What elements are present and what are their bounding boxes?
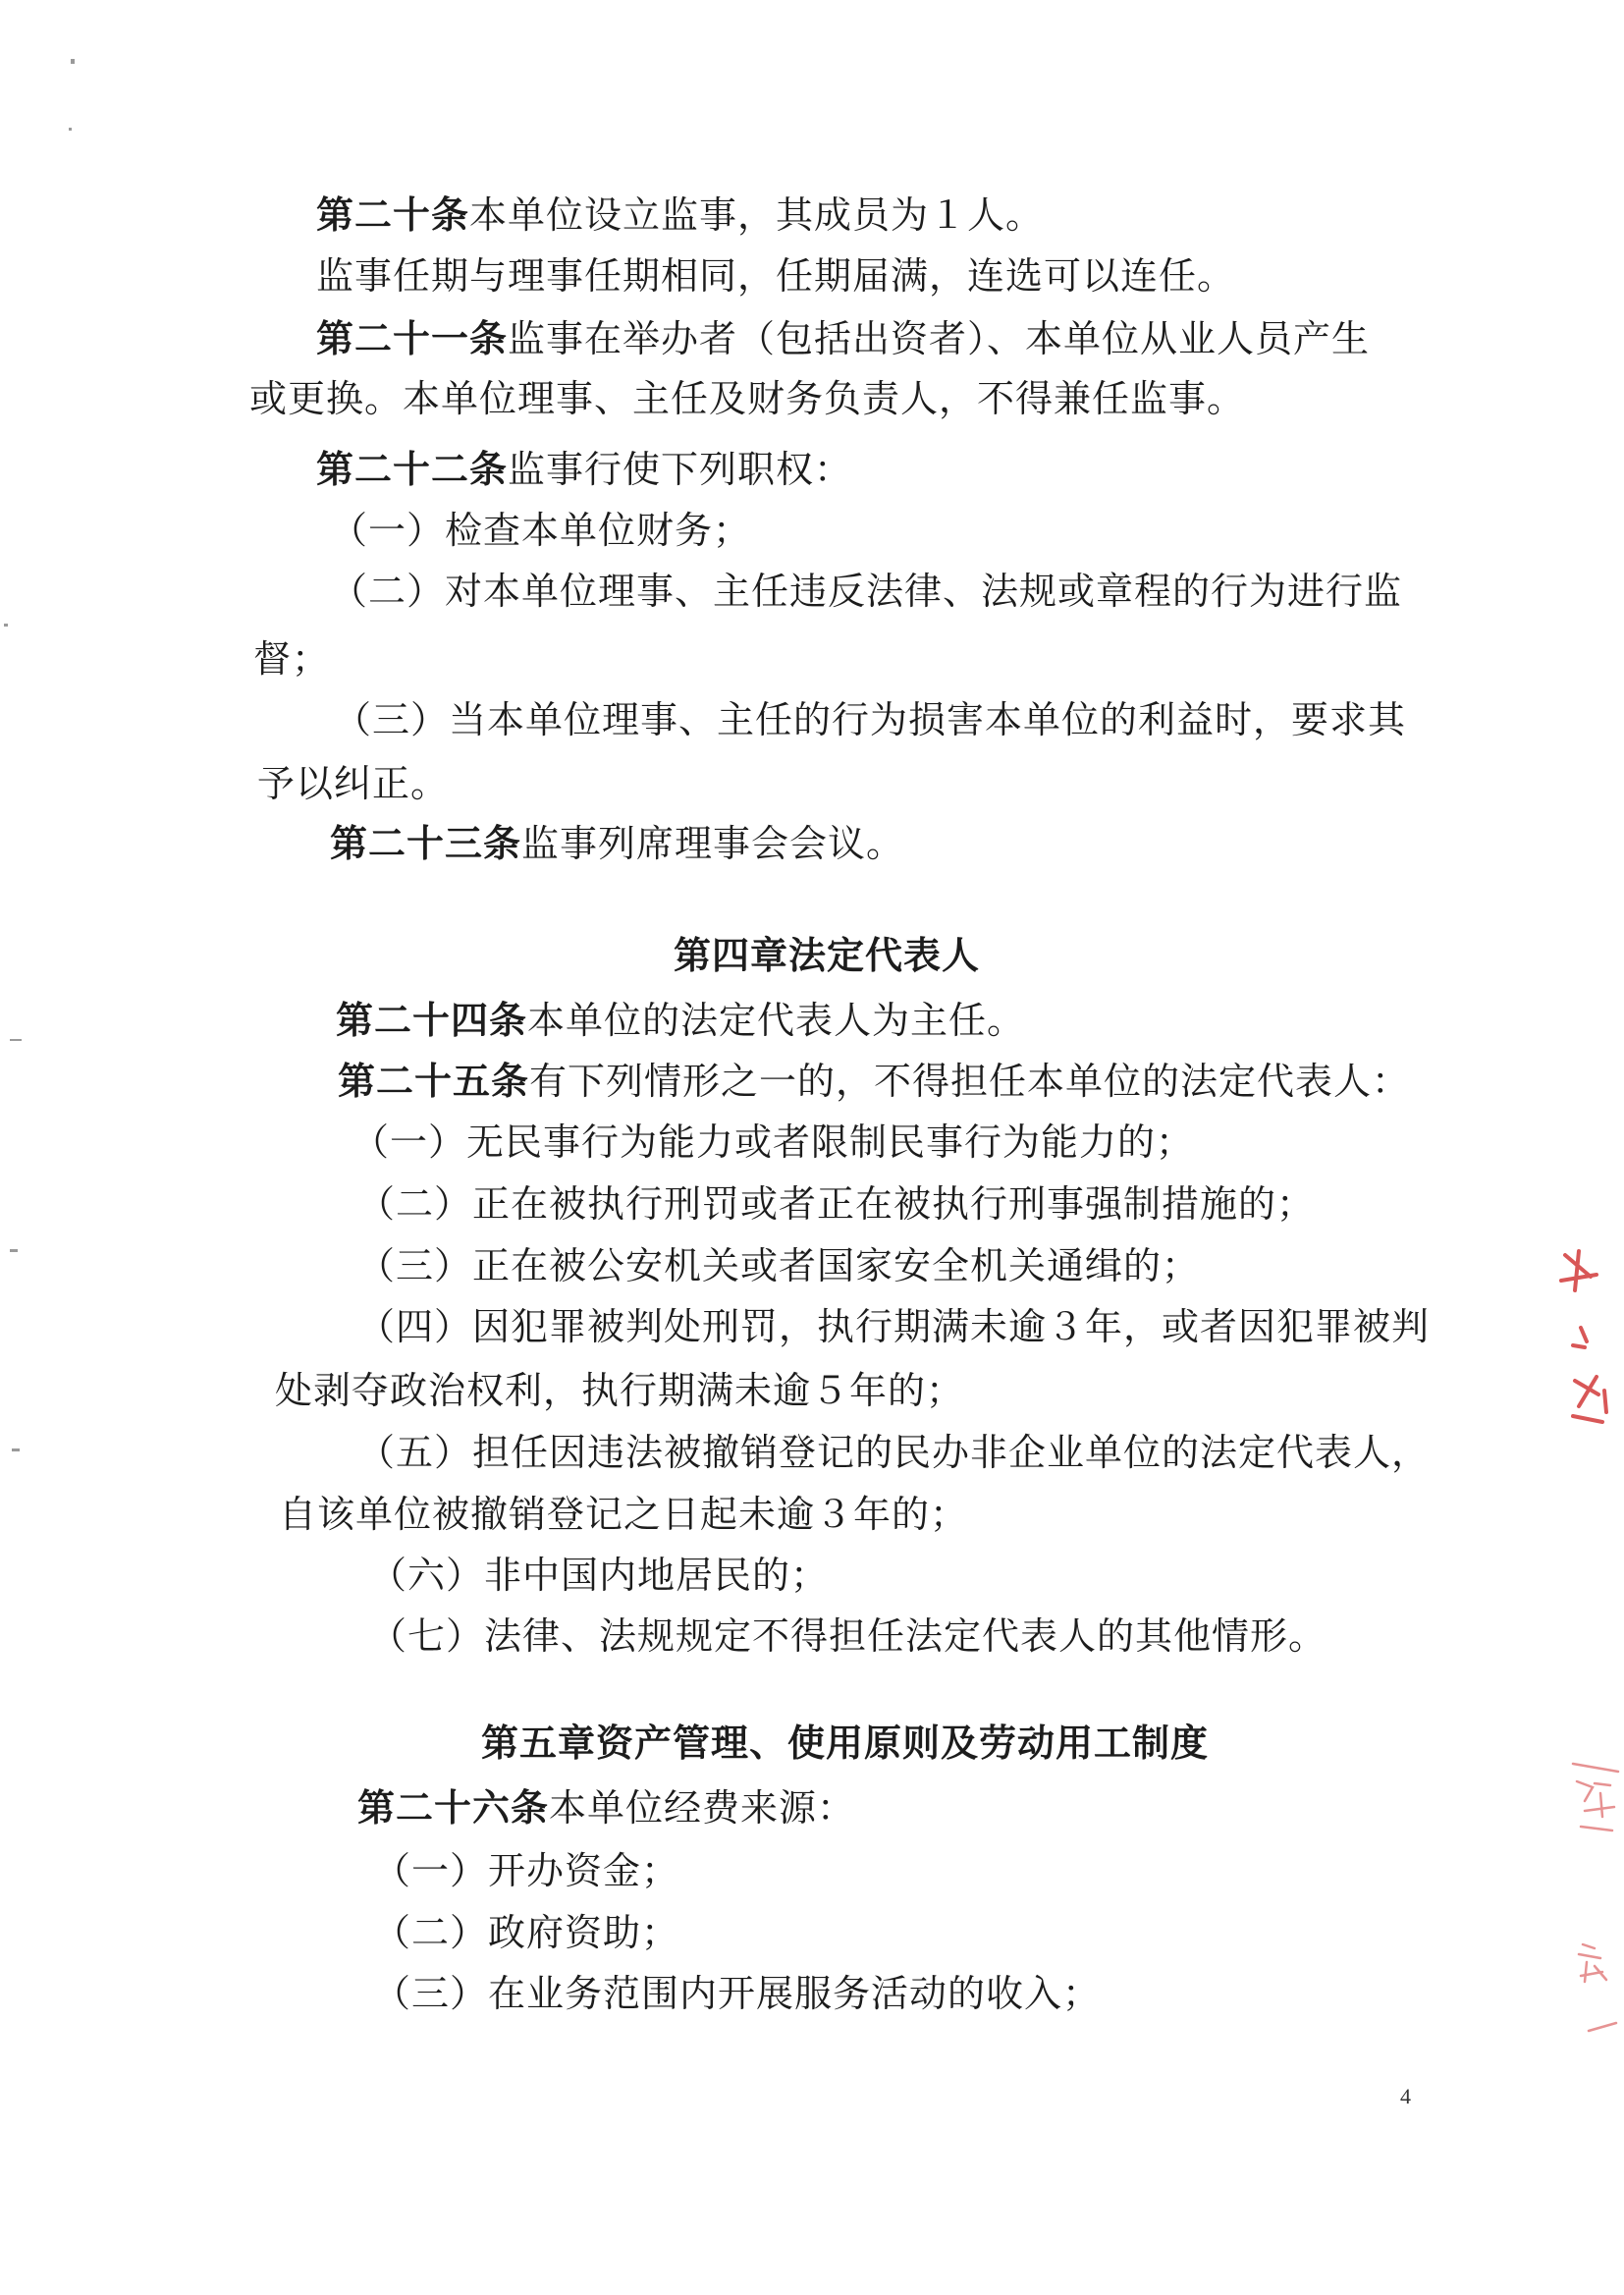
article-label: 第二十二条 [316, 447, 509, 491]
article-25-item: 处剥夺政治权利，执行期满未逾５年的； [275, 1369, 965, 1412]
article-text: 本单位设立监事，其成员为１人。 [469, 193, 1045, 237]
chapter-4-title: 第四章法定代表人 [674, 933, 981, 977]
article-text: 监事在举办者（包括出资者）、本单位从业人员产生 [508, 317, 1371, 360]
partial-seal-mark [1545, 1247, 1624, 1424]
article-22-item: （一）检查本单位财务； [330, 509, 752, 552]
article-label: 第二十一条 [316, 316, 509, 360]
article-text: 有下列情形之一的，不得担任本单位的法定代表人： [529, 1060, 1411, 1103]
article-label: 第二十四条 [336, 998, 528, 1042]
article-25-item: （六）非中国内地居民的； [369, 1554, 830, 1597]
article-20-paragraph-2: 监事任期与理事任期相同，任期届满，连选可以连任。 [316, 254, 1236, 298]
scan-speck [10, 1039, 22, 1041]
article-label: 第二十六条 [357, 1785, 550, 1830]
article-26 [357, 1785, 855, 1831]
article-26-item: （一）开办资金； [373, 1849, 680, 1892]
article-text: 监事列席理事会会议。 [521, 822, 905, 865]
article-22-item: （三）当本单位理事、主任的行为损害本单位的利益时，要求其 [334, 698, 1407, 741]
scan-speck [12, 1448, 20, 1451]
article-25-item: （五）担任因违法被撤销登记的民办非企业单位的法定代表人， [357, 1431, 1431, 1474]
article-25 [338, 1059, 1410, 1104]
scan-speck [4, 624, 8, 627]
article-label: 第二十五条 [338, 1059, 530, 1103]
article-21-continuation: 或更换。本单位理事、主任及财务负责人，不得兼任监事。 [249, 377, 1246, 420]
article-label: 第二十三条 [330, 821, 522, 865]
article-25-item: （七）法律、法规规定不得担任法定代表人的其他情形。 [369, 1614, 1327, 1658]
article-22-item: 督； [253, 637, 331, 681]
seal-fragment [1555, 1758, 1624, 1846]
article-26-item: （二）政府资助； [373, 1911, 680, 1954]
article-21 [316, 316, 1370, 361]
scan-speck [10, 1249, 18, 1252]
article-25-item: （二）正在被执行刑罚或者正在被执行刑事强制措施的； [357, 1182, 1316, 1226]
article-20 [316, 192, 1044, 238]
article-label: 第二十条 [316, 192, 470, 237]
article-25-item: （四）因犯罪被判处刑罚，执行期满未逾３年，或者因犯罪被判 [357, 1305, 1431, 1348]
article-text: 本单位的法定代表人为主任。 [527, 999, 1026, 1042]
article-24 [336, 998, 1025, 1043]
article-22 [316, 447, 852, 492]
seal-fragment [1555, 1937, 1624, 2045]
article-22-item: （二）对本单位理事、主任违反法律、法规或章程的行为进行监 [330, 570, 1403, 613]
page-number: 4 [1400, 2084, 1411, 2108]
article-22-item: 予以纠正。 [257, 762, 450, 805]
scan-speck [69, 128, 72, 131]
article-25-item: （一）无民事行为能力或者限制民事行为能力的； [352, 1120, 1195, 1164]
article-25-item: 自该单位被撤销登记之日起未逾３年的； [279, 1493, 969, 1536]
scan-speck [71, 59, 75, 64]
article-text: 监事行使下列职权： [508, 448, 853, 491]
article-text: 本单位经费来源： [549, 1786, 856, 1830]
article-23 [330, 821, 904, 866]
article-25-item: （三）正在被公安机关或者国家安全机关通缉的； [357, 1244, 1201, 1287]
article-26-item: （三）在业务范围内开展服务活动的收入； [373, 1972, 1102, 2015]
chapter-5-title: 第五章资产管理、使用原则及劳动用工制度 [481, 1721, 1210, 1765]
